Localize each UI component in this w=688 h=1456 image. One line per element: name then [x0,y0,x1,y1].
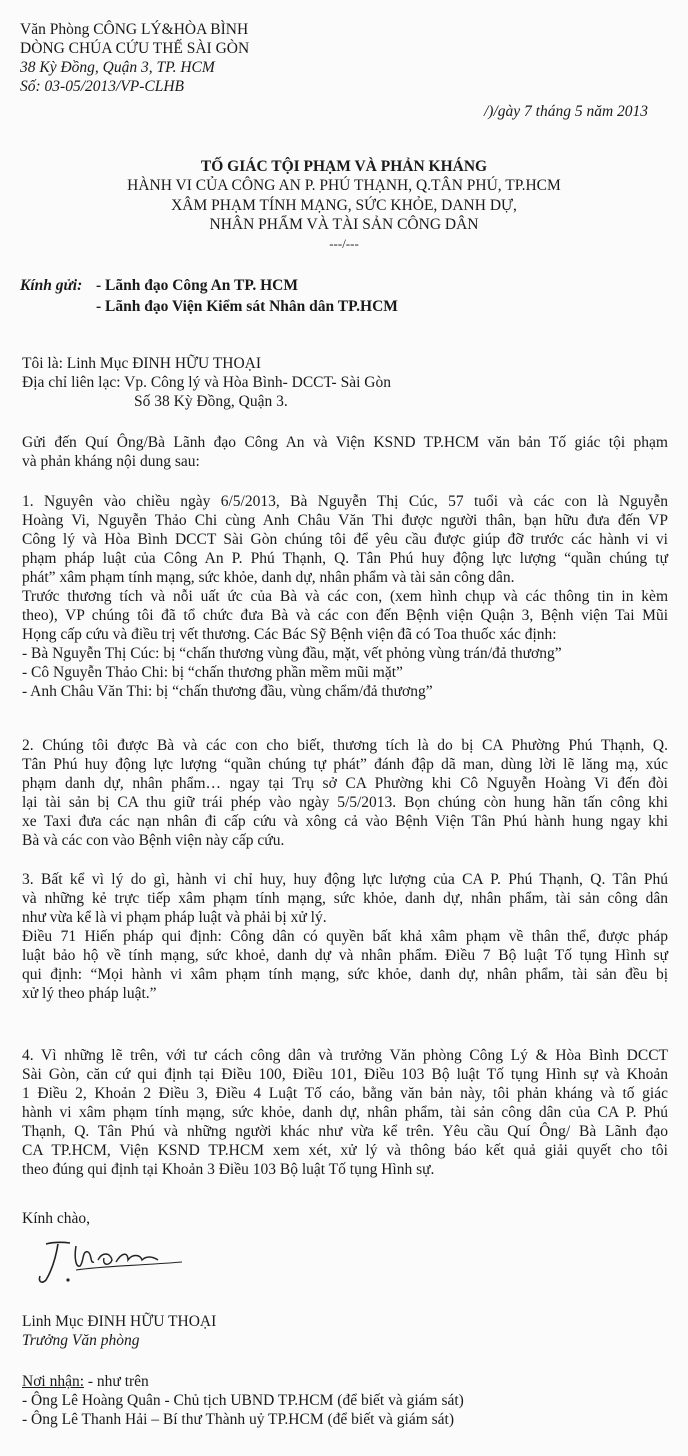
sender-address-2: Số 38 Kỳ Đồng, Quận 3. [134,393,288,410]
sender-name: Tôi là: Linh Mục ĐINH HỮU THOẠI [22,355,262,372]
sender-address-1: Địa chỉ liên lạc: Vp. Công lý và Hòa Bình- DCCT- Sài Gòn [22,374,391,391]
section-4-line: hành vi xâm phạm tính mạng, sức khỏe, danh dự, nhân phẩm, tài sản công dân của CA P. Phú [22,1104,668,1121]
cc-header [22,1372,149,1391]
signer-title: Trưởng Văn phòng [22,1332,140,1349]
title-line3: XÂM PHẠM TÍNH MẠNG, SỨC KHỎE, DANH DỰ, [171,197,517,214]
section-4-line: Sài Gòn, căn cứ qui định tại Điều 100, Điều 101, Điều 103 Bộ luật Tố tụng Hình sự và Khoản [22,1066,668,1083]
cc-item: - Ông Lê Hoàng Quân - Chủ tịch UBND TP.HCM (để biết và giám sát) [22,1392,464,1409]
injury-item: - Cô Nguyễn Thảo Chi: bị “chấn thương phần mềm mũi mặt” [22,664,403,681]
intro-line: và phản kháng nội dung sau: [22,453,200,470]
section-1-line: phát” xâm phạm tính mạng, sức khỏe, danh dự, nhân phẩm và tài sản công dân. [22,569,515,586]
org-name-line1: Văn Phòng CÔNG LÝ&HÒA BÌNH [20,21,249,38]
section-3-line: như vừa kể là vi phạm pháp luật và phải bị xử lý. [22,909,327,926]
closing-greeting: Kính chào, [22,1210,91,1227]
intro-paragraph [22,433,668,471]
cc-first: - như trên [87,1373,149,1390]
section-4-line: 1 Điều 2, Khoản 2 Điều 3, Điều 4 Luật Tố cáo, bằng văn bản này, tôi phản kháng và tố giác [22,1085,668,1102]
injury-item: - Bà Nguyễn Thị Cúc: bị “chấn thương vùng đầu, mặt, vết phỏng vùng trán/đả thương” [22,645,562,662]
section-3-line: Điều 71 Hiến pháp qui định: Công dân có quyền bất khả xâm phạm về thân thể, được pháp [22,928,668,945]
section-2-line: phạm danh dự, nhân phẩm… ngay tại Trụ sở CA Phường khi Cô Nguyễn Hoàng Vi đến đòi [22,775,668,792]
section-3-line: luật bảo hộ về tính mạng, sức khoẻ, danh dự và nhân phẩm. Điều 7 Bộ luật Tố tụng Hình sự [22,947,668,964]
title-line2: HÀNH VI CỦA CÔNG AN P. PHÚ THẠNH, Q.TÂN PHÚ, TP.HCM [127,177,561,194]
section-4 [22,1046,668,1179]
section-3-line: 3. Bất kể vì lý do gì, hành vi chỉ huy, huy động lực lượng của CA P. Phú Thạnh, Q. Tân Phú [22,871,668,888]
injury-item: - Anh Châu Văn Thi: bị “chấn thương đầu, vùng chẩm/đả thương” [22,683,433,700]
section-1-line: Công lý và Hòa Bình DCCT Sài Gòn chúng tôi để yêu cầu được giúp đỡ trước các hành vi vi [22,531,668,548]
recipient-2: - Lãnh đạo Viện Kiểm sát Nhân dân TP.HCM [96,298,398,315]
title-line1: TỐ GIÁC TỘI PHẠM VÀ PHẢN KHÁNG [200,158,488,175]
recipients-label: Kính gửi: [20,277,83,294]
signature [32,1236,202,1286]
section-2-line: lại tài sản bị CA thu giữ trái phép vào ngày 5/5/2013. Bọn chúng còn hung hãn tấn công khi [22,794,668,811]
section-1-line: phạm pháp luật của Công An P. Phú Thạnh, Q. Tân Phú huy động lực lượng “quần chúng tự [22,550,668,567]
section-1 [22,492,668,701]
section-1-line: theo), VP chúng tôi đã tổ chức đưa Bà và các con đến Bệnh viện Quận 3, Bệnh viện Tai Mũi [22,607,668,624]
recipient-1: - Lãnh đạo Công An TP. HCM [96,277,298,294]
section-2-line: Bà và các con vào Bệnh viện này cấp cứu. [22,832,285,849]
section-4-line: CA TP.HCM, Viện KSND TP.HCM xem xét, xử lý và thông báo kết quả giải quyết cho tôi [22,1142,668,1159]
cc-item: - Ông Lê Thanh Hải – Bí thư Thành uỷ TP.HCM (để biết và giám sát) [22,1411,455,1428]
document-date: /)/gày 7 tháng 5 năm 2013 [484,103,649,120]
title-line4: NHÂN PHẨM VÀ TÀI SẢN CÔNG DÂN [209,216,479,233]
section-3 [22,870,668,1003]
intro-line: Gửi đến Quí Ông/Bà Lãnh đạo Công An và Viện KSND TP.HCM văn bản Tố giác tội phạm [22,434,668,451]
section-2 [22,736,668,850]
section-2-line: xe Taxi đưa các nạn nhân đi cấp cứu và xông cả vào Bệnh Viện Tân Phú hành hung ngay khi [22,813,668,830]
section-3-line: và những kẻ trực tiếp xâm phạm tính mạng, sức khỏe, danh dự, nhân phẩm, tài sản công dân [22,890,668,907]
section-1-line: 1. Nguyên vào chiều ngày 6/5/2013, Bà Nguyễn Thị Cúc, 57 tuổi và các con là Nguyễn [22,493,668,510]
section-4-line: 4. Vì những lẽ trên, với tư cách công dân và trưởng Văn phòng Công Lý & Hòa Bình DCCT [22,1047,668,1064]
title-separator: ---/--- [329,236,359,251]
document-number: Số: 03-05/2013/VP-CLHB [20,78,185,95]
section-1-line: Trước thương tích và nỗi uất ức của Bà và các con, (xem hình chụp và các thông tin in kèm [22,588,668,605]
section-1-line: Hoàng Vi, Nguyễn Thảo Chi cùng Anh Châu Văn Thi được người thân, bạn hữu đưa đến VP [22,512,668,529]
signer-name: Linh Mục ĐINH HỮU THOẠI [22,1313,217,1330]
section-4-line: theo đúng qui định tại Khoản 3 Điều 103 Bộ luật Tố tụng Hình sự. [22,1161,435,1178]
section-2-line: 2. Chúng tôi được Bà và các con cho biết, thương tích là do bị CA Phường Phú Thạnh, Q. [22,737,668,754]
section-4-line: Thạnh, Q. Tân Phú và những người khác như vừa kể trên. Yêu cầu Quí Ông/ Bà Lãnh đạo [22,1123,668,1140]
org-name-line2: DÒNG CHÚA CỨU THẾ SÀI GÒN [20,40,250,57]
section-3-line: xử lý theo pháp luật.” [22,985,157,1002]
section-3-line: qui định: “Mọi hành vi xâm phạm tính mạng, sức khỏe, danh dự, nhân phẩm, tài sản đều bị [22,966,668,983]
org-address: 38 Kỳ Đồng, Quận 3, TP. HCM [20,59,215,76]
cc-label: Nơi nhận: [22,1373,85,1390]
section-1-line: Họng cấp cứu và điều trị vết thương. Các Bác Sỹ Bệnh viện đã có Toa thuốc xác định: [22,626,557,643]
section-2-line: Tân Phú huy động lực lượng “quần chúng tự phát” đánh đập dã man, dùng lời lẽ lăng mạ, xúc [22,756,668,773]
